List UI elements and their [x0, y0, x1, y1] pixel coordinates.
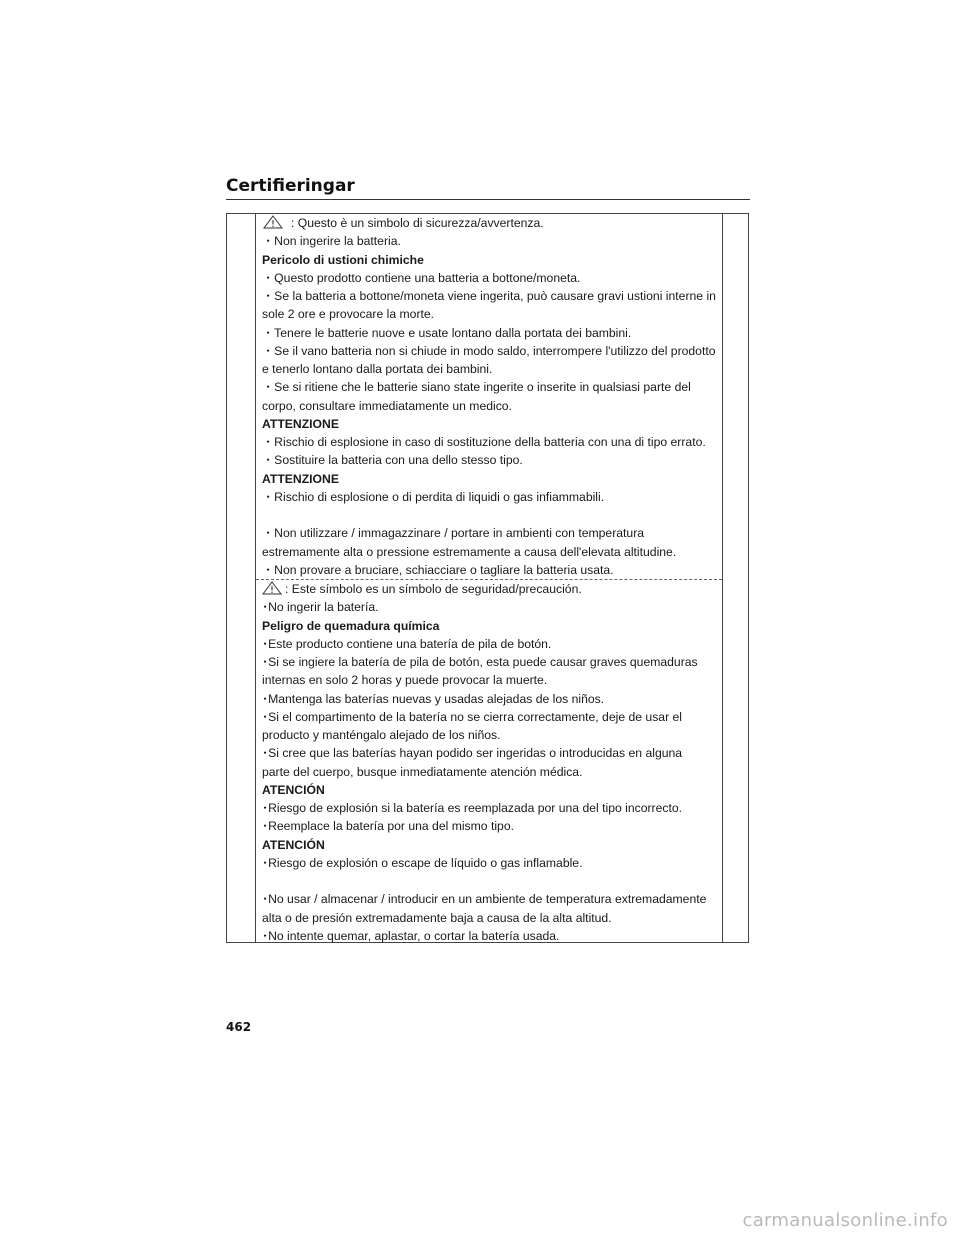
- heading-chemical-burn: Peligro de quemadura química: [262, 618, 440, 633]
- text-line: ･Riesgo de explosión si la batería es reemplazada por una del tipo incorrecto.: [262, 801, 683, 815]
- text-line: ・Sostituire la batteria con una dello stesso tipo.: [262, 453, 523, 468]
- text-line: ･Si el compartimento de la batería no se cierra correctamente, deje de usar el: [262, 709, 683, 724]
- heading-caution: ATENCIÓN: [262, 782, 325, 797]
- symbol-text: : Questo è un simbolo di sicurezza/avvertenza.: [291, 216, 544, 230]
- text-line: ･No intente quemar, aplastar, o cortar la batería usada.: [262, 928, 560, 943]
- section-title: Certifieringar: [226, 176, 355, 196]
- page-number: 462: [226, 1020, 252, 1034]
- text-line: internas en solo 2 horas y puede provocar la muerte.: [262, 673, 548, 688]
- text-line: ・Rischio di esplosione in caso di sostituzione della batteria con una di tipo errato.: [262, 435, 706, 449]
- text-line: ・Non ingerire la batteria.: [262, 234, 401, 249]
- text-line: ･Riesgo de explosión o escape de líquido o gas inflamable.: [262, 855, 583, 870]
- blank-line: [262, 506, 712, 524]
- text-line: ・Non utilizzare / immagazzinare / portare in ambienti con temperatura: [262, 526, 645, 541]
- text-line: alta o de presión extremadamente baja a causa de la alta altitud.: [262, 910, 612, 925]
- text-line: ･Si cree que las baterías hayan podido ser ingeridas o introducidas en alguna: [262, 746, 683, 761]
- warning-triangle-icon: [263, 215, 283, 229]
- symbol-text: : Este símbolo es un símbolo de seguridad/precaución.: [285, 582, 582, 596]
- text-line: ・Se la batteria a bottone/moneta viene ingerita, può causare gravi ustioni interne in: [262, 289, 716, 303]
- symbol-line: [262, 580, 712, 598]
- heading-caution: ATENCIÓN: [262, 837, 325, 852]
- symbol-line: [262, 214, 712, 232]
- text-line: corpo, consultare immediatamente un medico.: [262, 398, 512, 413]
- text-line: ･Si se ingiere la batería de pila de botón, esta puede causar graves quemaduras: [262, 655, 698, 669]
- text-line: ･Este producto contiene una batería de pila de botón.: [262, 636, 552, 651]
- text-line: ・Rischio di esplosione o di perdita di liquidi o gas infiammabili.: [262, 489, 605, 504]
- text-line: ･Reemplace la batería por una del mismo tipo.: [262, 819, 515, 834]
- italian-warning-block: [262, 214, 716, 579]
- text-line: ・Questo prodotto contiene una batteria a bottone/moneta.: [262, 270, 581, 285]
- title-divider: [226, 199, 750, 200]
- text-line: parte del cuerpo, busque inmediatamente atención médica.: [262, 764, 583, 779]
- warning-triangle-icon: [262, 581, 282, 595]
- text-line: sole 2 ore e provocare la morte.: [262, 307, 435, 322]
- text-line: ・Se si ritiene che le batterie siano state ingerite o inserite in qualsiasi parte del: [262, 380, 691, 395]
- text-line: ･Mantenga las baterías nuevas y usadas alejadas de los niños.: [262, 691, 605, 706]
- text-line: ･No usar / almacenar / introducir en un ambiente de temperatura extremadamente: [262, 892, 707, 907]
- text-line: ・Non provare a bruciare, schiacciare o tagliare la batteria usata.: [262, 562, 614, 577]
- heading-chemical-burn: Pericolo di ustioni chimiche: [262, 252, 424, 267]
- text-line: estremamente alta o pressione estremamente a causa dell'elevata altitudine.: [262, 544, 677, 559]
- text-line: ・Tenere le batterie nuove e usate lontano dalla portata dei bambini.: [262, 325, 632, 340]
- heading-caution: ATTENZIONE: [262, 471, 339, 486]
- blank-line: [262, 872, 712, 890]
- text-line: producto y manténgalo alejado de los niños.: [262, 728, 501, 742]
- text-line: ・Se il vano batteria non si chiude in modo saldo, interrompere l'utilizzo del prodotto: [262, 343, 716, 358]
- text-line: e tenerlo lontano dalla portata dei bambini.: [262, 362, 493, 376]
- text-line: ･No ingerir la batería.: [262, 600, 379, 615]
- spanish-warning-block: [262, 580, 712, 945]
- watermark: carmanualsonline.info: [742, 1210, 948, 1231]
- heading-caution: ATTENZIONE: [262, 416, 339, 431]
